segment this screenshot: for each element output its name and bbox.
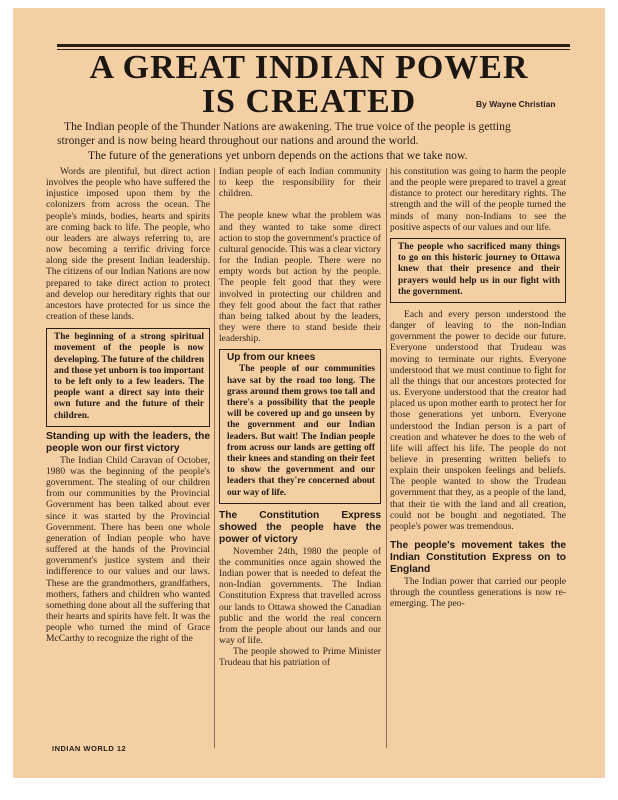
headline-line-1: A GREAT INDIAN POWER — [89, 49, 529, 86]
column-2-paragraph-2: The people knew what the problem was and they wanted to take some direct action to stop the government's practice of cultural genocide. This was a clear victory for the Indian people. There were no empty words but action by the people. The people felt good that they were involved in protecting our children and they felt good about the fact that rather than being talked about by the leaders, they were there to stand beside their leadership. — [219, 210, 381, 345]
section-heading-constitution-express: The Constitution Express showed the people have the power of victory — [219, 509, 381, 545]
headline-line-2: IS CREATED — [201, 83, 417, 120]
intro-line-2: stronger and is now being heard throughout our nations and around the world. — [57, 134, 419, 147]
byline: By Wayne Christian — [476, 99, 556, 109]
section-heading-standing-up: Standing up with the leaders, the people won our first victory — [46, 430, 210, 454]
intro-line-3: The future of the generations yet unborn depends on the actions that we take now. — [88, 149, 468, 162]
column-2-paragraph-3: November 24th, 1980 the people of the communities once again showed the Indian power that is needed to defeat the non-Indian governments. The Indian Constitution Express that travelled across our lands to Ottawa showed the Canadian public and the world the real concern from the people about our lands and our way of life. — [219, 545, 381, 647]
column-1-paragraph-1: Words are plentiful, but direct action involves the people who have suffered the injustice imposed upon them by the colonizers from across the ocean. The people's minds, bodies, hearts and spirits are coming back to life. The people, who our leaders are always referring to, are now becoming a terrific driving force along side the present Indian leadership. The citizens of our Indian Nations are now prepared to take direct action to protect and develop our hereditary rights that our ancestors have protected for us since the creation of these lands. — [46, 166, 210, 323]
column-2-paragraph-4: The people showed to Prime Minister Trudeau that his patriation of — [219, 646, 381, 669]
column-3 — [390, 166, 566, 610]
column-3-paragraph-1: his constitution was going to harm the people and the people were prepared to travel a great distance to protect our hereditary rights. The strength and the will of the people turned the minds of many non-Indians to see the positive aspects of our values and our life. — [390, 166, 566, 233]
pull-quote-box-3: The people who sacrificed many things to go on this historic journey to Ottawa knew that their presence and their prayers would help us in our fight with the government. — [390, 238, 566, 303]
column-divider-2 — [386, 168, 387, 748]
column-1-paragraph-2: The Indian Child Caravan of October, 1980 was the beginning of the people's government. The stealing of our children from our communities by the Provincial Government has been talked about ever since it was started by the Provincial Government. There has been one whole generation of Indian people who have suffered at the hands of the Provincial government's justice system and their indifference to our values and our laws. These are the grandmothers, grandfathers, mothers, fathers and children who wanted something done about all the suffering that their hearts and spirits have felt. It was the people who turned the mind of Grace McCarthy to recognize the right of the — [46, 454, 210, 645]
page-footer: INDIAN WORLD 12 — [52, 744, 127, 753]
column-3-paragraph-2: Each and every person understood the danger of leaving to the non-Indian government the power to decide our future. Everyone understood that Trudeau was moving to terminate our rights. Everyone understood that we must continue to fight for all the things that our ancestors protected for us. Everyone understood that the creator had placed us upon mother earth to protect her for those generations yet unborn. Everyone understood the Indian person is a part of creation and whatever he does to the web of life will affect his life. The people do not believe in presenting written beliefs to explain their unspoken feelings and beliefs. The people wanted to show the Trudeau government that they, as a people of the land, that their tie with the land and all creation, could not be bought and negotiated. The people's power was tremendous. — [390, 308, 566, 532]
column-3-paragraph-3: The Indian power that carried our people through the countless generations is now re-emerging. The peo- — [390, 576, 566, 610]
top-rule — [57, 44, 570, 47]
column-2-paragraph-1: Indian people of each Indian community to keep the responsibility for their children. — [219, 166, 381, 200]
pull-quote-box-2 — [219, 349, 381, 503]
box-heading-up-from-our-knees: Up from our knees — [227, 352, 316, 364]
column-1 — [46, 166, 210, 644]
intro-line-1: The Indian people of the Thunder Nations are awakening. The true voice of the people is getting — [64, 120, 511, 133]
pull-quote-box-1: The beginning of a strong spiritual movement of the people is now developing. The future of the children and those yet unborn is too important to be left only to a few leaders. The people want a direct say into their own future and the future of their children. — [46, 328, 210, 427]
column-2 — [219, 166, 381, 669]
section-heading-peoples-movement: The people's movement takes the Indian Constitution Express on to England — [390, 540, 566, 576]
pull-quote-box-2-text: The people of our communities have sat by the road too long. The grass around them grows too tall and there's a possibility that the people will be covered up and go unseen by the government and our Indian leaders. But wait! The Indian people from across our lands are getting off their knees and standing on their feet to show the government and our leaders that they're concerned about our way of life. — [227, 364, 375, 498]
column-divider-1 — [214, 168, 215, 748]
